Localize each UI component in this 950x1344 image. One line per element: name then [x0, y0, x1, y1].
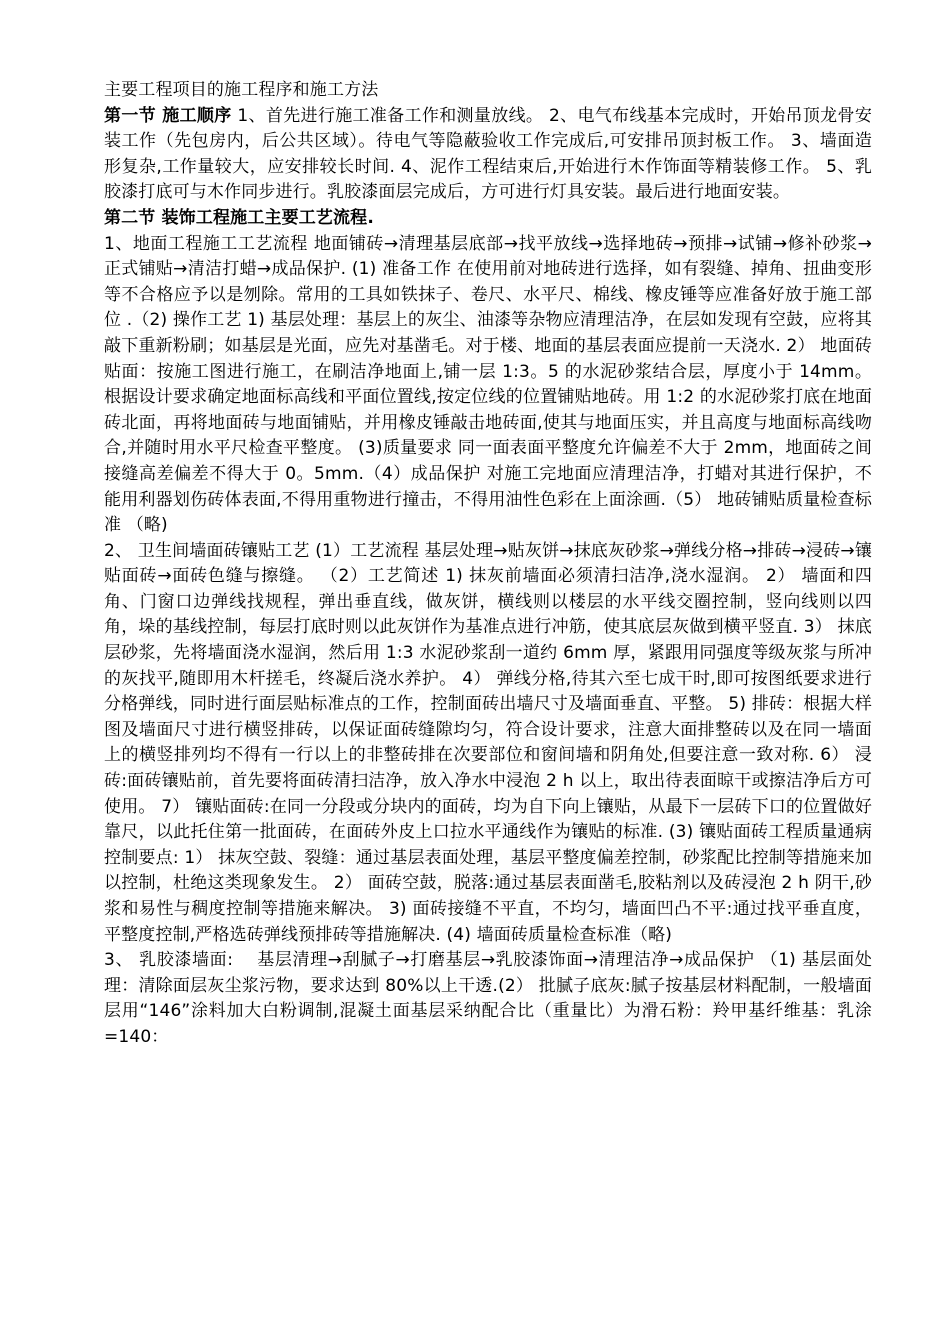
section-1 — [104, 104, 872, 206]
document-body — [104, 78, 872, 1051]
section-1-heading: 第一节 施工顺序 — [104, 105, 232, 126]
document-title: 主要工程项目的施工程序和施工方法 — [104, 80, 379, 100]
section-2-paragraph-latex-paint: 3、 乳胶漆墙面: 基层清理→刮腻子→打磨基层→乳胶漆饰面→清理洁净→成品保护 （1) 基层面处理：清除面层灰尘浆污物，要求达到 80%以上干透.(2） 批腻子底灰:腻子按基层材料配制，一般墙面层用“146”涂料加大白粉调制,混凝土面基层采纳配合比（重量比）为滑石粉：羚甲基纤维基：乳涂=140： — [104, 950, 872, 1047]
section-2-paragraph-floor: 1、地面工程施工工艺流程 地面铺砖→清理基层底部→找平放线→选择地砖→预排→试铺→修补砂浆→正式铺贴→清洁打蜡→成品保护. (1) 准备工作 在使用前对地砖进行选择，如有裂缝、掉角、扭曲变形等不合格应予以是刎除。常用的工具如铁抹子、卷尺、水平尺、棉线、橡皮锤等应准备好放于施工部位 .（2) 操作工艺 1) 基层处理：基层上的灰尘、油漆等杂物应清理洁净，在层如发现有空鼓，应将其敲下重新粉刷；如基层是光面，应先对基凿毛。对于楼、地面的基层表面应提前一天浇水. 2） 地面砖贴面：按施工图进行施工，在刷洁净地面上,铺一层 1:3。5 的水泥砂浆结合层，厚度小于 14mm。根据设计要求确定地面标高线和平面位置线,按定位线的位置铺贴地砖。用 1:2 的水泥砂浆打底在地面砖北面，再将地面砖与地面铺贴，并用橡皮锤敲击地砖面,使其与地面压实，并且高度与地面标高线吻合,并随时用水平尺检查平整度。 (3)质量要求 同一面表面平整度允许偏差不大于 2mm，地面砖之间接缝高差偏差不得大于 0。5mm.（4）成品保护 对施工完地面应清理洁净，打蜡对其进行保护，不能用利器划伤砖体表面,不得用重物进行撞击，不得用油性色彩在上面涂画.（5） 地砖铺贴质量检查标准 （略) — [104, 233, 872, 536]
section-2-heading: 第二节 装饰工程施工主要工艺流程. — [104, 207, 374, 228]
section-1-body: 1、首先进行施工准备工作和测量放线。 2、电气布线基本完成时，开始吊顶龙骨安装工作（先包房内，后公共区域）。待电气等隐蔽验收工作完成后,可安排吊顶封板工作。 3、墙面造形复杂,工作量较大，应安排较长时间. 4、泥作工程结束后,开始进行木作饰面等精装修工作。 5、乳胶漆打底可与木作同步进行。乳胶漆面层完成后，方可进行灯具安装。最后进行地面安装。 — [104, 105, 872, 203]
section-2-paragraph-bathroom-tile: 2、 卫生间墙面砖镶贴工艺 (1）工艺流程 基层处理→贴灰饼→抹底灰砂浆→弹线分格→排砖→浸砖→镶贴面砖→面砖色缝与擦缝。 （2）工艺简述 1) 抹灰前墙面必须清扫洁净,浇水湿润。 2） 墙面和四角、门窗口边弹线找规程，弹出垂直线，做灰饼，横线则以楼层的水平线交圈控制，竖向线则以四角，垛的基线控制，每层打底时则以此灰饼作为基准点进行冲筋，使其底层灰做到横平竖直. 3） 抹底层砂浆，先将墙面浇水湿润，然后用 1:3 水泥砂浆刮一道约 6mm 厚，紧跟用同强度等级灰浆与所冲的灰找平,随即用木杆搓毛，终凝后浇水养护。 4） 弹线分格,待其六至七成干时,即可按图纸要求进行分格弹线，同时进行面层贴标准点的工作，控制面砖出墙尺寸及墙面垂直、平整。 5) 排砖：根据大样图及墙面尺寸进行横竖排砖，以保证面砖缝隙均匀，符合设计要求，注意大面排整砖以及在同一墙面上的横竖排列均不得有一行以上的非整砖排在次要部位和窗间墙和阴角处,但要注意一致对称. 6） 浸砖:面砖镶贴前，首先要将面砖清扫洁净，放入净水中浸泡 2 h 以上，取出待表面晾干或擦洁净后方可使用。 7） 镶贴面砖:在同一分段或分块内的面砖，均为自下向上镶贴，从最下一层砖下口的位置做好靠尺，以此托住第一批面砖，在面砖外皮上口拉水平通线作为镶贴的标准. (3) 镶贴面砖工程质量通病控制要点: 1） 抹灰空鼓、裂缝：通过基层表面处理，基层平整度偏差控制，砂浆配比控制等措施来加以控制，杜绝这类现象发生。 2） 面砖空鼓，脱落:通过基层表面凿毛,胶粘剂以及砖浸泡 2 h 阴干,砂浆和易性与稠度控制等措施来解决。 3) 面砖接缝不平直，不均匀，墙面凹凸不平:通过找平垂直度，平整度控制,严格选砖弹线预排砖等措施解决. (4) 墙面砖质量检查标准（略) — [104, 540, 872, 945]
